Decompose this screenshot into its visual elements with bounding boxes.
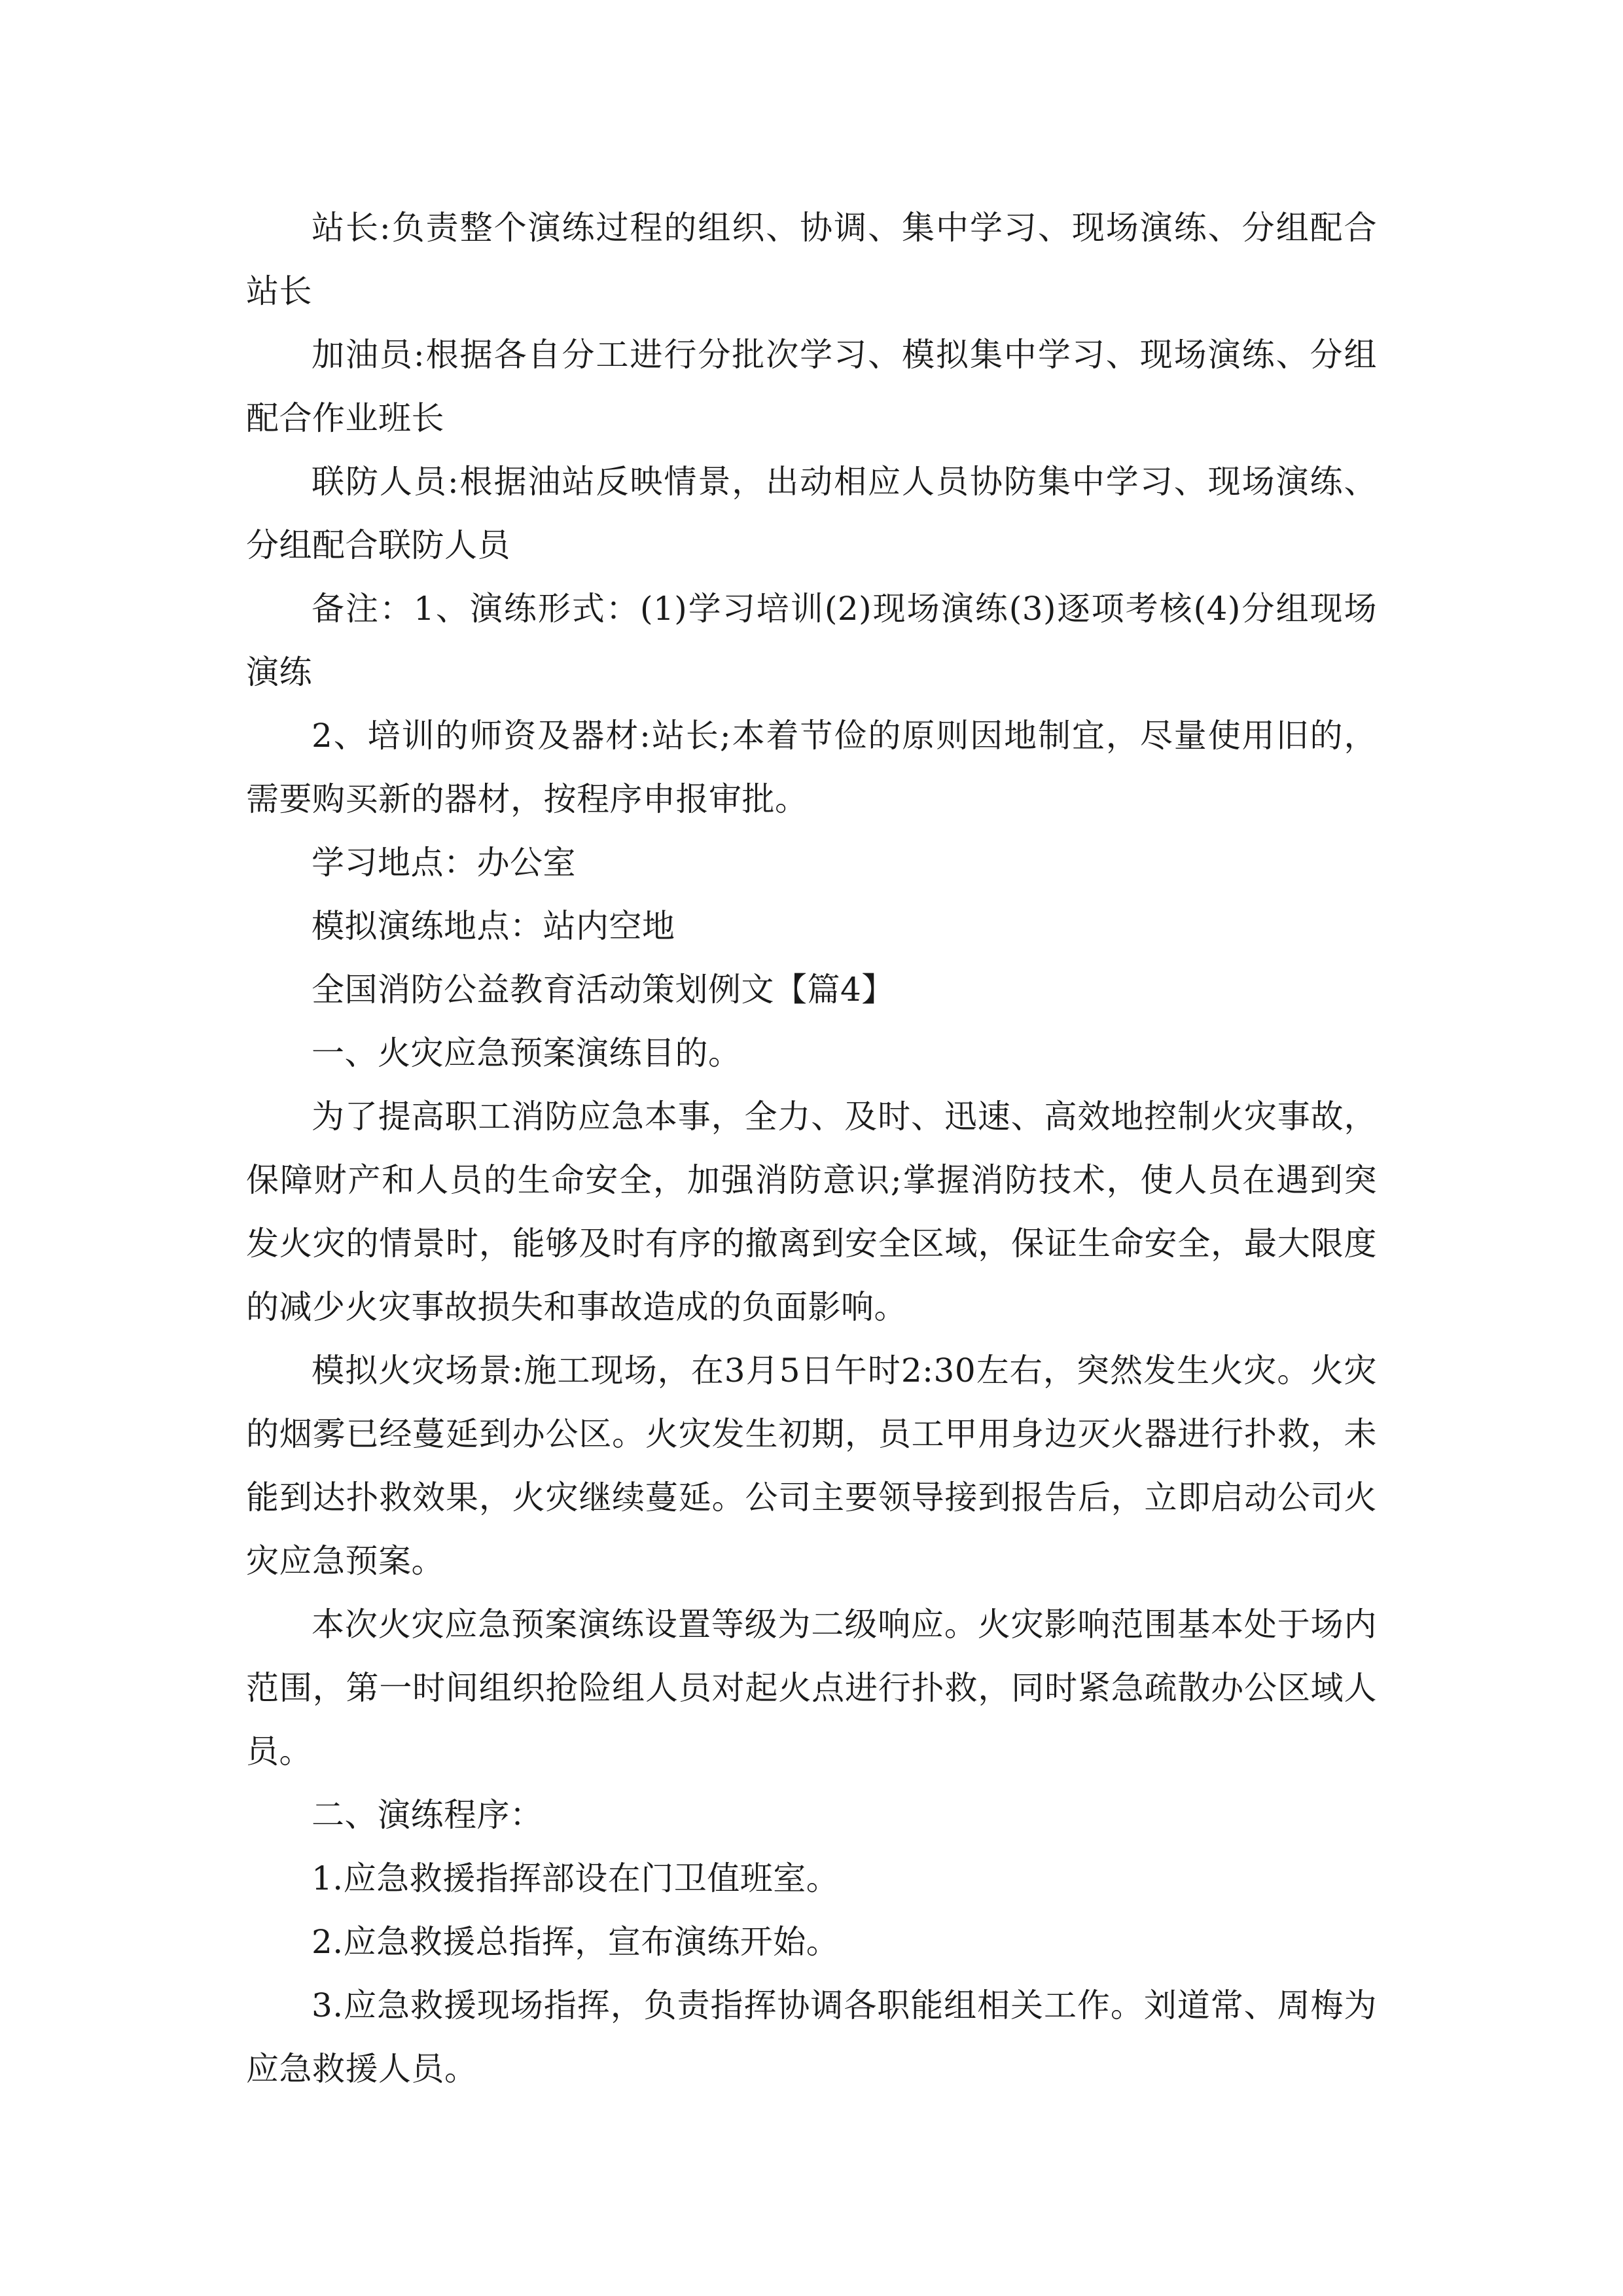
procedure-step-2: 2.应急救援总指挥，宣布演练开始。 xyxy=(312,1923,840,1961)
paragraph-response-level: 本次火灾应急预案演练设置等级为二级响应。火灾影响范围基本处于场内范围，第一时间组织抢险组人员对起火点进行扑救，同时紧急疏散办公区域人员。 xyxy=(246,1605,1377,1770)
paragraph-scenario: 模拟火灾场景:施工现场，在3月5日午时2:30左右，突然发生火灾。火灾的烟雾已经蔓延到办公区。火灾发生初期，员工甲用身边灭火器进行扑救，未能到达扑救效果，火灾继续蔓延。公司主要领导接到报告后，立即启动公司火灾应急预案。 xyxy=(246,1352,1377,1580)
document-body xyxy=(246,196,1377,2101)
paragraph-drill-location: 模拟演练地点：站内空地 xyxy=(312,907,675,945)
procedure-step-1: 1.应急救援指挥部设在门卫值班室。 xyxy=(312,1859,840,1897)
paragraph-joint-defense: 联防人员:根据油站反映情景，出动相应人员协防集中学习、现场演练、分组配合联防人员 xyxy=(246,463,1377,564)
paragraph-purpose: 为了提高职工消防应急本事，全力、及时、迅速、高效地控制火灾事故，保障财产和人员的生命安全，加强消防意识;掌握消防技术，使人员在遇到突发火灾的情景时，能够及时有序的撤离到安全区域，保证生命安全，最大限度的减少火灾事故损失和事故造成的负面影响。 xyxy=(246,1098,1377,1326)
section-heading-procedure: 二、演练程序： xyxy=(312,1796,543,1834)
paragraph-remarks: 备注：1、演练形式：(1)学习培训(2)现场演练(3)逐项考核(4)分组现场演练 xyxy=(246,590,1377,691)
section-heading-purpose: 一、火灾应急预案演练目的。 xyxy=(312,1034,741,1072)
section-heading-part4: 全国消防公益教育活动策划例文【篇4】 xyxy=(312,971,895,1009)
procedure-step-3: 3.应急救援现场指挥，负责指挥协调各职能组相关工作。刘道常、周梅为应急救援人员。 xyxy=(246,1986,1377,2088)
paragraph-study-location: 学习地点：办公室 xyxy=(312,844,576,882)
paragraph-fuel-attendant: 加油员:根据各自分工进行分批次学习、模拟集中学习、现场演练、分组配合作业班长 xyxy=(246,336,1377,437)
paragraph-training-resources: 2、培训的师资及器材:站长;本着节俭的原则因地制宜，尽量使用旧的，需要购买新的器材，按程序申报审批。 xyxy=(246,717,1377,818)
paragraph-station-master: 站长:负责整个演练过程的组织、协调、集中学习、现场演练、分组配合站长 xyxy=(246,209,1377,310)
